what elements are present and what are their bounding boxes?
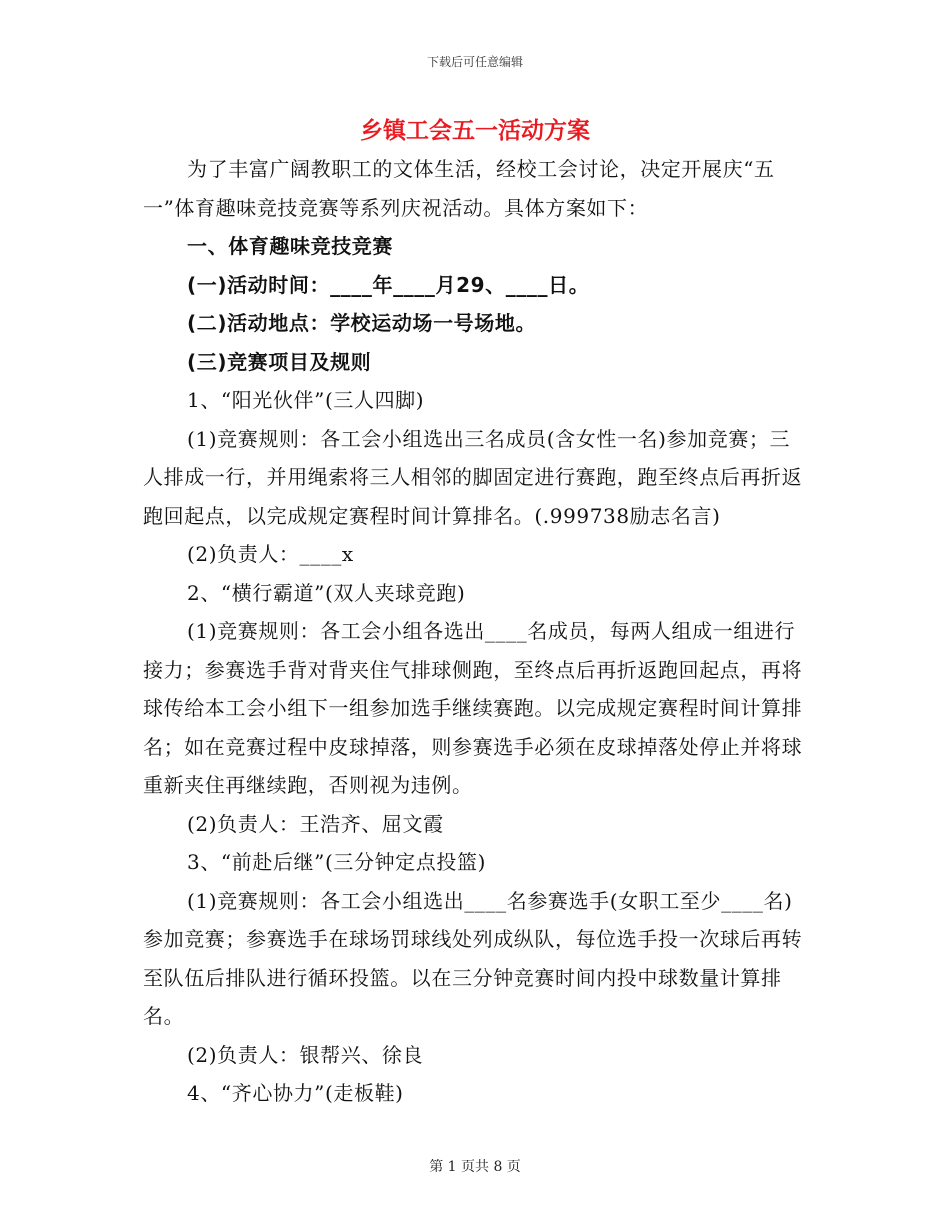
- event-3-title: 3、“前赴后继”(三分钟定点投篮): [187, 850, 486, 874]
- event-4-title: 4、“齐心协力”(走板鞋): [187, 1081, 404, 1105]
- event-3-rules: (1)竞赛规则：各工会小组选出____名参赛选手(女职工至少____名)参加竞赛；参赛选手在球场罚球线处列成纵队，每位选手投一次球后再转至队伍后排队进行循环投篮。以在三分钟竞赛时间内投中球数量计算排名。: [143, 888, 803, 1028]
- heading-activity-time: (一)活动时间：____年____月29、____日。: [187, 272, 590, 297]
- event-1-rules: (1)竞赛规则：各工会小组选出三名成员(含女性一名)参加竞赛；三人排成一行，并用绳索将三人相邻的脚固定进行赛跑，跑至终点后再折返跑回起点，以完成规定赛程时间计算排名。(.999738励志名言): [143, 426, 803, 528]
- document-body: [143, 150, 808, 1113]
- event-2-rules: (1)竞赛规则：各工会小组各选出____名成员，每两人组成一组进行接力；参赛选手背对背夹住气排球侧跑，至终点后再折返跑回起点，再将球传给本工会小组下一组参加选手继续赛跑。以完成规定赛程时间计算排名；如在竞赛过程中皮球掉落，则参赛选手必须在皮球掉落处停止并将球重新夹住再继续跑，否则视为违例。: [143, 619, 803, 797]
- heading-rules: (三)竞赛项目及规则: [187, 349, 372, 374]
- event-2-lead: (2)负责人：王浩齐、屈文霞: [187, 811, 444, 836]
- header-note: 下载后可任意编辑: [426, 55, 523, 69]
- document-title: 乡镇工会五一活动方案: [360, 118, 590, 144]
- heading-activity-place: (二)活动地点：学校运动场一号场地。: [187, 311, 537, 335]
- event-1-lead: (2)负责人：____x: [187, 542, 354, 566]
- event-3-lead: (2)负责人：银帮兴、徐良: [187, 1042, 424, 1067]
- paragraph-intro: 为了丰富广阔教职工的文体生活，经校工会讨论，决定开展庆“五一”体育趣味竞技竞赛等系列庆祝活动。具体方案如下：: [143, 157, 775, 220]
- event-1-title: 1、“阳光伙伴”(三人四脚): [187, 388, 425, 412]
- heading-section-1: 一、体育趣味竞技竞赛: [187, 234, 393, 258]
- page-number: 第 1 页共 8 页: [429, 1159, 521, 1175]
- event-2-title: 2、“横行霸道”(双人夹球竞跑): [187, 580, 466, 605]
